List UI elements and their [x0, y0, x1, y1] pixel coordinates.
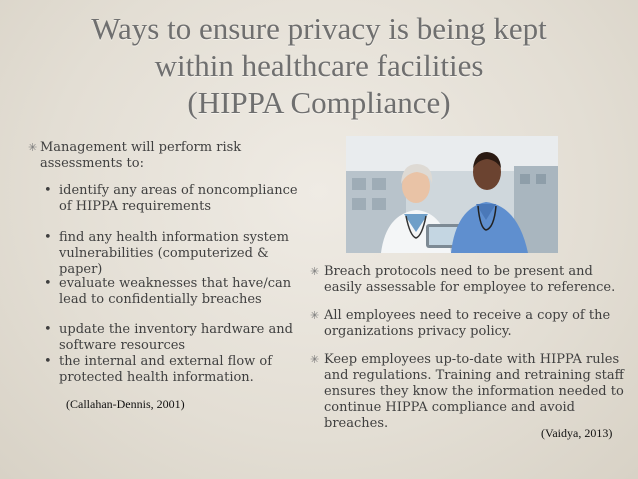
right-item-text: All employees need to receive a copy of the organizations privacy policy. — [324, 308, 611, 339]
left-bullet-list — [28, 140, 318, 172]
photo-illustration — [346, 136, 558, 253]
list-item — [44, 322, 304, 354]
asterisk-bullet-icon: ✳ — [28, 141, 38, 154]
asterisk-bullet-icon: ✳ — [310, 265, 320, 278]
bullet-dot-icon: • — [44, 354, 52, 369]
bullet-dot-icon: • — [44, 230, 52, 245]
sub-item-text: evaluate weaknesses that have/can lead to confidentially breaches — [59, 276, 292, 307]
sub-item-text: the internal and external flow of protected health information. — [59, 354, 273, 385]
list-item — [44, 230, 304, 278]
title-line-1: Ways to ensure privacy is being kept — [91, 11, 547, 46]
asterisk-bullet-icon: ✳ — [310, 309, 320, 322]
list-item — [310, 308, 625, 340]
bullet-dot-icon: • — [44, 183, 52, 198]
title-line-3: (HIPPA Compliance) — [187, 85, 451, 120]
left-citation: (Callahan-Dennis, 2001) — [66, 397, 185, 411]
left-intro-text: Management will perform risk assessments to: — [40, 140, 242, 171]
bullet-dot-icon: • — [44, 276, 52, 291]
asterisk-bullet-icon: ✳ — [310, 353, 320, 366]
sub-item-text: find any health information system vulnerabilities (computerized & paper) — [59, 230, 289, 277]
slide-title — [20, 10, 618, 121]
list-item — [44, 354, 304, 386]
right-item-text: Breach protocols need to be present and easily assessable for employee to reference. — [324, 264, 616, 295]
right-item-text: Keep employees up-to-date with HIPPA rules and regulations. Training and retraining staff ensures they know the information needed to continue HIPPA compliance and avoid breaches. — [324, 352, 624, 431]
list-item — [310, 352, 625, 432]
doctors-photo — [346, 136, 558, 253]
list-item — [28, 140, 318, 172]
list-item — [310, 264, 625, 296]
title-line-2: within healthcare facilities — [154, 48, 484, 83]
sub-item-text: identify any areas of noncompliance of HIPPA requirements — [59, 183, 298, 214]
list-item — [44, 276, 304, 308]
sub-item-text: update the inventory hardware and software resources — [59, 322, 293, 353]
right-citation: (Vaidya, 2013) — [541, 426, 613, 440]
bullet-dot-icon: • — [44, 322, 52, 337]
list-item — [44, 183, 304, 215]
